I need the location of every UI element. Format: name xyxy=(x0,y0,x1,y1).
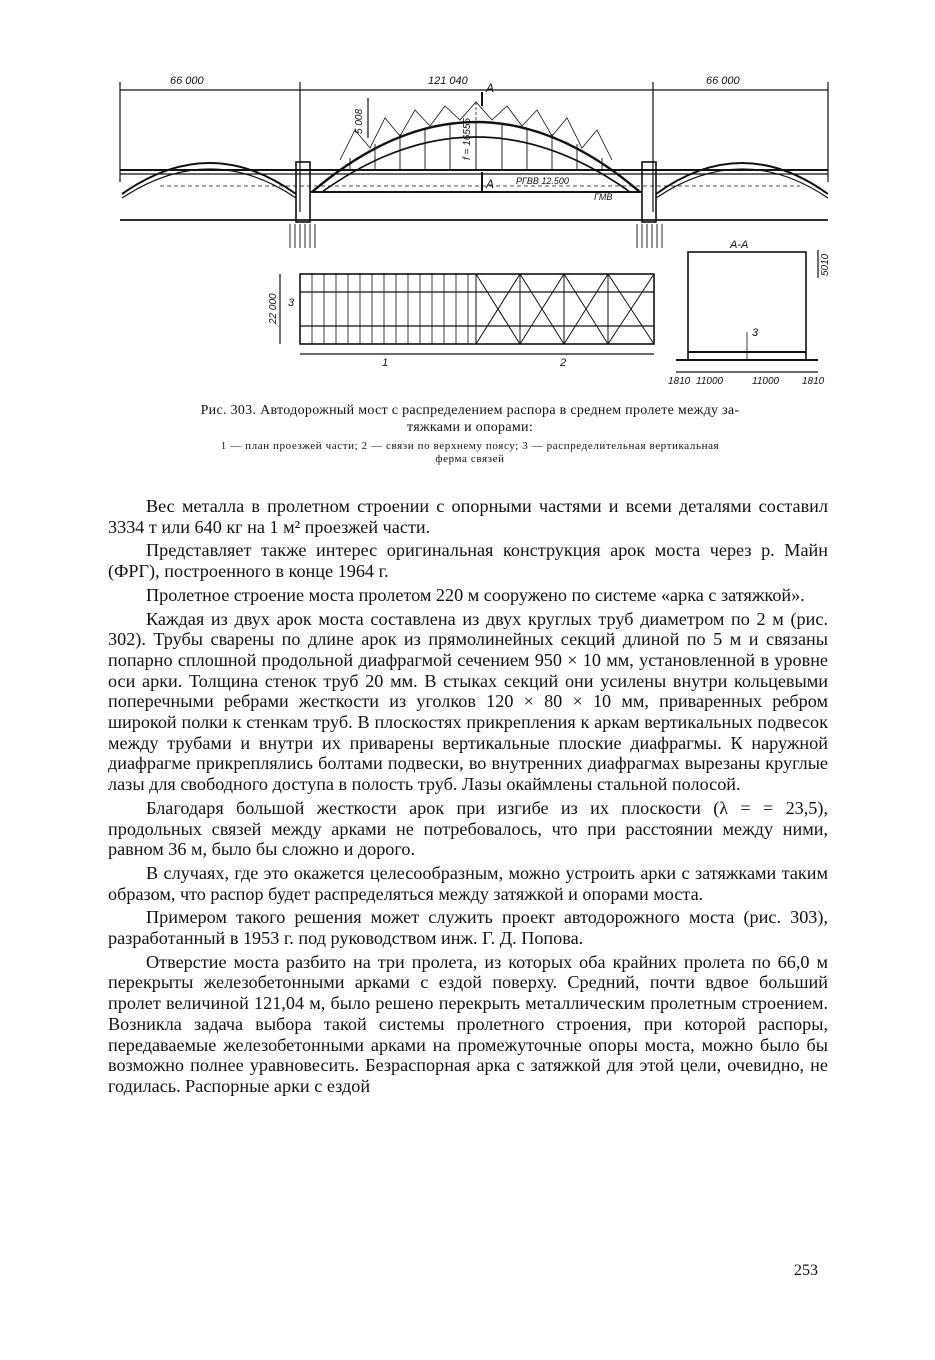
legend-line-1: 1 — план проезжей части; 2 — связи по верхнему поясу; 3 — распределительная вертикальная xyxy=(220,440,720,452)
caption-line-2: тяжками и опорами: xyxy=(406,420,534,435)
left-piles xyxy=(290,224,315,248)
plan-label-3: 3 xyxy=(288,297,295,309)
section-mark-bottom: А xyxy=(486,177,495,191)
paragraph: Отверстие моста разбито на три пролета, из которых оба крайних пролета по 66,0 м перекрыты железобетонными арками с ездой поверху. Средний, почти вдвое больший пролет величиной 121,04 м, было решено перекрыть металлическим пролетным строением. Возникла задача выбора такой системы пролетного строения, при которой распоры, передаваемые железобетонными арками на промежуточные опоры моста, можно было бы возможно полнее уравновесить. Безраспорная арка с затяжкой для этой цели, очевидно, не годилась. Распорные арки с ездой xyxy=(108,951,828,1096)
plan-label-1: 1 xyxy=(382,357,389,369)
right-piles xyxy=(637,224,662,248)
section-label-3: 3 xyxy=(752,327,759,339)
label-rgvv: РГВВ 12.500 xyxy=(516,176,569,186)
dim-left-span: 66 000 xyxy=(170,75,204,87)
paragraph: Пролетное строение моста пролетом 220 м сооружено по системе «арка с затяжкой». xyxy=(146,584,805,605)
plan-bracing xyxy=(476,274,654,344)
section-width-4: 1810 xyxy=(802,376,825,387)
dim-plan-width: 22 000 xyxy=(268,293,279,324)
legend-line-2: ферма связей xyxy=(435,453,505,465)
paragraph: Примером такого решения может служить проект автодорожного моста (рис. 303), разработанный в 1953 г. под руководством инж. Г. Д. Попова. xyxy=(108,907,828,949)
bridge-figure xyxy=(100,62,840,392)
section-width-1: 1810 xyxy=(668,376,691,387)
dim-arch-height: 5 008 xyxy=(354,108,365,134)
paragraph: В случаях, где это окажется целесообразным, можно устроить арки с затяжками таким образом, что распор будет распределяться между затяжкой и опорами моста. xyxy=(108,862,828,904)
plan-cross-beams xyxy=(312,274,468,344)
paragraph: Представляет также интерес оригинальная конструкция арок моста через р. Майн (ФРГ), построенного в конце 1964 г. xyxy=(108,540,828,582)
paragraph: Благодаря большой жесткости арок при изгибе из их плоскости (λ = = 23,5), продольных связей между арками не потребовалось, что при расстоянии между ними, равном 36 м, было бы сложно и дорого. xyxy=(108,797,828,860)
figure-caption xyxy=(100,402,840,436)
caption-line-1: Рис. 303. Автодорожный мост с распределением распора в среднем пролете между за- xyxy=(200,403,740,418)
plan-label-2: 2 xyxy=(560,357,567,369)
dim-rise: f = 16555 xyxy=(462,118,473,160)
label-gmv: ГМВ xyxy=(594,192,613,202)
section-width-2: 11000 xyxy=(696,376,724,387)
right-arch xyxy=(656,163,828,194)
bridge-drawing xyxy=(100,62,840,392)
paragraph: Вес металла в пролетном строении с опорными частями и всеми деталями составил 3334 т или 640 кг на 1 м² проезжей части. xyxy=(108,496,828,537)
section-title: А-А xyxy=(730,239,749,251)
dim-right-span: 66 000 xyxy=(706,75,740,87)
section-mark-top: А xyxy=(486,81,495,95)
figure-legend xyxy=(100,440,840,466)
page-number: 253 xyxy=(794,1262,818,1279)
dim-section-height: 5010 xyxy=(820,253,831,276)
paragraph: Каждая из двух арок моста составлена из двух круглых труб диаметром по 2 м (рис. 302). Трубы сварены по длине арок из прямолинейных секций длиной по 5 м и связаны попарно сплошной продольной диафрагмой сечением 950 × 10 мм, установленной в уровне оси арки. Толщина стенок труб 20 мм. В стыках секций они усилены внутри кольцевыми поперечными ребрами жесткости из уголков 120 × 80 × 10 мм, приваренных ребром широкой полки к стенкам труб. В плоскостях прикрепления к аркам вертикальных подвесок между трубами и внутри их приварены вертикальные плоские диафрагмы. К наружной диафрагме прикреплялись болтами подвески, во внутренних диафрагмах вырезаны круглые лазы для свободного доступа в полость труб. Лазы окаймлены стальной полосой. xyxy=(108,608,828,795)
section-width-3: 11000 xyxy=(752,376,780,387)
dim-mid-span: 121 040 xyxy=(428,75,468,87)
left-arch xyxy=(122,163,296,194)
body-text xyxy=(108,496,828,1100)
